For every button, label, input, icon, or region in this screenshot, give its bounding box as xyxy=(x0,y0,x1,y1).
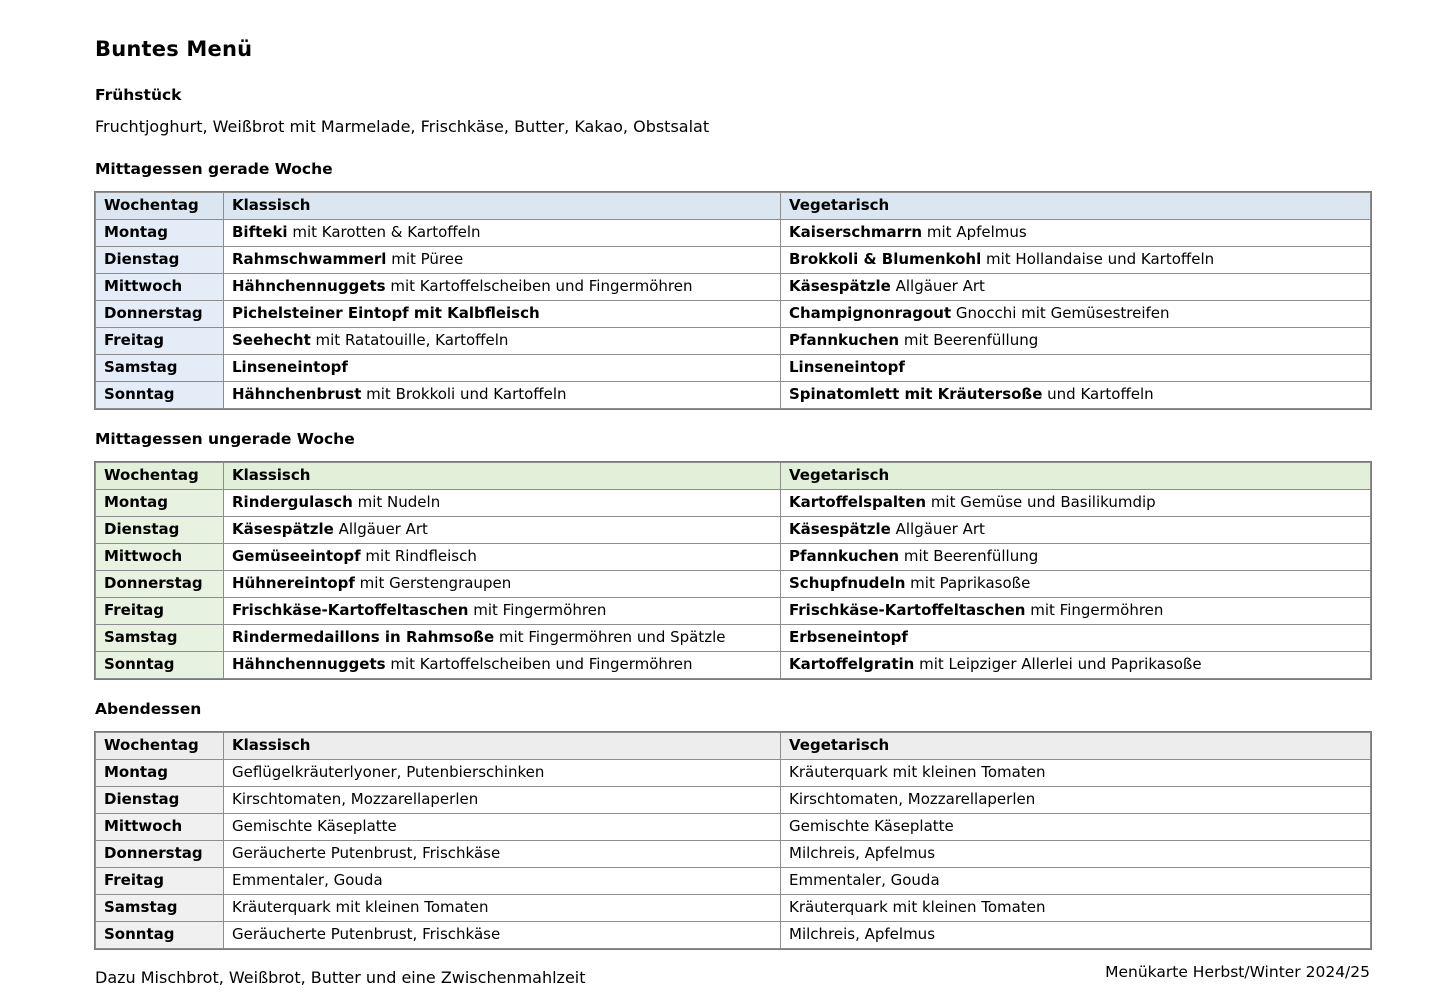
column-header-vegetarian: Vegetarisch xyxy=(781,462,1371,489)
column-header-classic: Klassisch xyxy=(224,192,781,219)
dish-detail: mit Gemüse und Basilikumdip xyxy=(926,492,1156,511)
cell-weekday: Mittwoch xyxy=(96,273,224,300)
table-header-row xyxy=(96,192,1371,219)
cell-weekday: Montag xyxy=(96,759,224,786)
dish-main: Gemüseeintopf xyxy=(232,546,361,565)
dish-main: Käsespätzle xyxy=(232,519,334,538)
dish-detail: mit Püree xyxy=(386,249,464,268)
lunch-even-table xyxy=(95,192,1371,409)
dish-main: Kirschtomaten, Mozzarellaperlen xyxy=(789,789,1036,808)
dish-detail: mit Leipziger Allerlei und Paprikasoße xyxy=(914,654,1202,673)
column-header-classic: Klassisch xyxy=(224,462,781,489)
table-row xyxy=(96,354,1371,381)
dinner-body xyxy=(96,759,1371,948)
cell-classic xyxy=(224,867,781,894)
dish-main: Brokkoli & Blumenkohl xyxy=(789,249,982,268)
dish-main: Milchreis, Apfelmus xyxy=(789,924,936,943)
cell-weekday: Mittwoch xyxy=(96,543,224,570)
cell-vegetarian xyxy=(781,381,1371,408)
table-row xyxy=(96,381,1371,408)
dish-main: Kirschtomaten, Mozzarellaperlen xyxy=(232,789,479,808)
page-footer: Menükarte Herbst/Winter 2024/25 xyxy=(1105,963,1370,981)
table-header-row xyxy=(96,732,1371,759)
dish-main: Kartoffelgratin xyxy=(789,654,915,673)
lunch-even-heading: Mittagessen gerade Woche xyxy=(95,159,333,178)
cell-weekday: Samstag xyxy=(96,354,224,381)
cell-classic xyxy=(224,840,781,867)
dish-main: Linseneintopf xyxy=(232,357,348,376)
dish-detail: Allgäuer Art xyxy=(333,519,428,538)
cell-weekday: Montag xyxy=(96,219,224,246)
cell-classic xyxy=(224,813,781,840)
cell-weekday: Donnerstag xyxy=(96,840,224,867)
cell-classic xyxy=(224,327,781,354)
table-row xyxy=(96,894,1371,921)
cell-classic xyxy=(224,381,781,408)
dish-main: Seehecht xyxy=(232,330,311,349)
table-row xyxy=(96,921,1371,948)
table-row xyxy=(96,246,1371,273)
cell-vegetarian xyxy=(781,300,1371,327)
dish-main: Kartoffelspalten xyxy=(789,492,927,511)
dish-main: Spinatomlett mit Kräutersoße xyxy=(789,384,1043,403)
cell-weekday: Dienstag xyxy=(96,246,224,273)
lunch-odd-body xyxy=(96,489,1371,678)
dish-main: Rindermedaillons in Rahmsoße xyxy=(232,627,495,646)
table-row xyxy=(96,813,1371,840)
cell-vegetarian xyxy=(781,327,1371,354)
dish-main: Kräuterquark mit kleinen Tomaten xyxy=(789,762,1046,781)
dish-main: Frischkäse-Kartoffeltaschen xyxy=(789,600,1026,619)
cell-vegetarian xyxy=(781,219,1371,246)
cell-vegetarian xyxy=(781,543,1371,570)
dish-detail: mit Kartoffelscheiben und Fingermöhren xyxy=(385,276,693,295)
cell-vegetarian xyxy=(781,246,1371,273)
dish-main: Emmentaler, Gouda xyxy=(789,870,940,889)
cell-weekday: Donnerstag xyxy=(96,570,224,597)
column-header-vegetarian: Vegetarisch xyxy=(781,192,1371,219)
table-row xyxy=(96,300,1371,327)
dish-main: Milchreis, Apfelmus xyxy=(789,843,936,862)
dish-main: Champignonragout xyxy=(789,303,952,322)
cell-classic xyxy=(224,651,781,678)
dish-main: Geräucherte Putenbrust, Frischkäse xyxy=(232,924,501,943)
cell-classic xyxy=(224,786,781,813)
cell-weekday: Samstag xyxy=(96,624,224,651)
cell-classic xyxy=(224,921,781,948)
dish-main: Hühnereintopf xyxy=(232,573,355,592)
cell-classic xyxy=(224,759,781,786)
dish-main: Kräuterquark mit kleinen Tomaten xyxy=(789,897,1046,916)
dish-main: Pichelsteiner Eintopf mit Kalbfleisch xyxy=(232,303,540,322)
table-row xyxy=(96,516,1371,543)
table-row xyxy=(96,570,1371,597)
breakfast-heading: Frühstück xyxy=(95,86,182,105)
cell-vegetarian xyxy=(781,624,1371,651)
cell-weekday: Sonntag xyxy=(96,381,224,408)
dish-detail: mit Nudeln xyxy=(352,492,441,511)
cell-vegetarian xyxy=(781,597,1371,624)
dish-main: Frischkäse-Kartoffeltaschen xyxy=(232,600,469,619)
cell-vegetarian xyxy=(781,273,1371,300)
cell-classic xyxy=(224,300,781,327)
cell-vegetarian xyxy=(781,813,1371,840)
cell-vegetarian xyxy=(781,651,1371,678)
table-row xyxy=(96,759,1371,786)
cell-classic xyxy=(224,543,781,570)
cell-vegetarian xyxy=(781,840,1371,867)
column-header-vegetarian: Vegetarisch xyxy=(781,732,1371,759)
cell-weekday: Freitag xyxy=(96,867,224,894)
cell-classic xyxy=(224,489,781,516)
cell-weekday: Freitag xyxy=(96,597,224,624)
dinner-table xyxy=(95,732,1371,949)
dish-main: Pfannkuchen xyxy=(789,546,900,565)
cell-weekday: Montag xyxy=(96,489,224,516)
dish-main: Geräucherte Putenbrust, Frischkäse xyxy=(232,843,501,862)
table-header-row xyxy=(96,462,1371,489)
dinner-heading: Abendessen xyxy=(95,699,202,718)
dish-detail: mit Beerenfüllung xyxy=(899,546,1039,565)
cell-vegetarian xyxy=(781,921,1371,948)
cell-classic xyxy=(224,894,781,921)
dish-main: Emmentaler, Gouda xyxy=(232,870,383,889)
dish-main: Käsespätzle xyxy=(789,276,891,295)
cell-classic xyxy=(224,219,781,246)
footnote-text: Dazu Mischbrot, Weißbrot, Butter und eine Zwischenmahlzeit xyxy=(95,967,586,987)
dish-main: Gemischte Käseplatte xyxy=(789,816,954,835)
dish-detail: Gnocchi mit Gemüsestreifen xyxy=(951,303,1170,322)
dish-detail: mit Hollandaise und Kartoffeln xyxy=(981,249,1215,268)
dish-detail: mit Paprikasoße xyxy=(905,573,1031,592)
dish-detail: mit Beerenfüllung xyxy=(899,330,1039,349)
cell-vegetarian xyxy=(781,570,1371,597)
dish-detail: Allgäuer Art xyxy=(890,276,985,295)
dish-main: Käsespätzle xyxy=(789,519,891,538)
dish-detail: mit Ratatouille, Kartoffeln xyxy=(310,330,509,349)
cell-vegetarian xyxy=(781,867,1371,894)
table-row xyxy=(96,840,1371,867)
dish-detail: mit Karotten & Kartoffeln xyxy=(287,222,481,241)
cell-vegetarian xyxy=(781,786,1371,813)
dish-main: Rindergulasch xyxy=(232,492,353,511)
cell-vegetarian xyxy=(781,516,1371,543)
breakfast-text: Fruchtjoghurt, Weißbrot mit Marmelade, Frischkäse, Butter, Kakao, Obstsalat xyxy=(95,117,710,137)
table-row xyxy=(96,219,1371,246)
dish-detail: mit Fingermöhren xyxy=(468,600,607,619)
cell-classic xyxy=(224,273,781,300)
dish-main: Rahmschwammerl xyxy=(232,249,387,268)
cell-vegetarian xyxy=(781,354,1371,381)
dish-main: Hähnchenbrust xyxy=(232,384,362,403)
table-row xyxy=(96,489,1371,516)
column-header-day: Wochentag xyxy=(96,732,224,759)
dish-main: Schupfnudeln xyxy=(789,573,906,592)
cell-weekday: Mittwoch xyxy=(96,813,224,840)
dish-detail: mit Apfelmus xyxy=(922,222,1027,241)
cell-weekday: Donnerstag xyxy=(96,300,224,327)
cell-classic xyxy=(224,597,781,624)
dish-main: Kräuterquark mit kleinen Tomaten xyxy=(232,897,489,916)
cell-classic xyxy=(224,354,781,381)
table-row xyxy=(96,597,1371,624)
dish-detail: mit Rindfleisch xyxy=(360,546,477,565)
table-row xyxy=(96,624,1371,651)
dish-main: Erbseneintopf xyxy=(789,627,908,646)
lunch-even-body xyxy=(96,219,1371,408)
cell-classic xyxy=(224,570,781,597)
column-header-day: Wochentag xyxy=(96,462,224,489)
page-title: Buntes Menü xyxy=(95,37,253,61)
cell-classic xyxy=(224,246,781,273)
dish-detail: mit Gerstengraupen xyxy=(354,573,512,592)
dish-detail: mit Kartoffelscheiben und Fingermöhren xyxy=(385,654,693,673)
lunch-odd-heading: Mittagessen ungerade Woche xyxy=(95,429,355,448)
dish-main: Linseneintopf xyxy=(789,357,905,376)
dish-main: Hähnchennuggets xyxy=(232,654,386,673)
cell-classic xyxy=(224,516,781,543)
cell-weekday: Sonntag xyxy=(96,921,224,948)
table-row xyxy=(96,867,1371,894)
lunch-odd-table xyxy=(95,462,1371,679)
table-row xyxy=(96,543,1371,570)
cell-weekday: Dienstag xyxy=(96,786,224,813)
cell-weekday: Samstag xyxy=(96,894,224,921)
dish-main: Geflügelkräuterlyoner, Putenbierschinken xyxy=(232,762,545,781)
table-row xyxy=(96,327,1371,354)
dish-detail: mit Fingermöhren xyxy=(1025,600,1164,619)
table-row xyxy=(96,273,1371,300)
table-row xyxy=(96,651,1371,678)
dish-detail: mit Brokkoli und Kartoffeln xyxy=(361,384,567,403)
column-header-day: Wochentag xyxy=(96,192,224,219)
cell-vegetarian xyxy=(781,489,1371,516)
dish-main: Kaiserschmarrn xyxy=(789,222,923,241)
cell-vegetarian xyxy=(781,894,1371,921)
dish-main: Hähnchennuggets xyxy=(232,276,386,295)
dish-detail: Allgäuer Art xyxy=(890,519,985,538)
dish-detail: und Kartoffeln xyxy=(1042,384,1154,403)
dish-main: Pfannkuchen xyxy=(789,330,900,349)
dish-detail: mit Fingermöhren und Spätzle xyxy=(494,627,726,646)
cell-weekday: Dienstag xyxy=(96,516,224,543)
cell-classic xyxy=(224,624,781,651)
dish-main: Gemischte Käseplatte xyxy=(232,816,397,835)
cell-weekday: Sonntag xyxy=(96,651,224,678)
column-header-classic: Klassisch xyxy=(224,732,781,759)
cell-weekday: Freitag xyxy=(96,327,224,354)
cell-vegetarian xyxy=(781,759,1371,786)
dish-main: Bifteki xyxy=(232,222,288,241)
table-row xyxy=(96,786,1371,813)
